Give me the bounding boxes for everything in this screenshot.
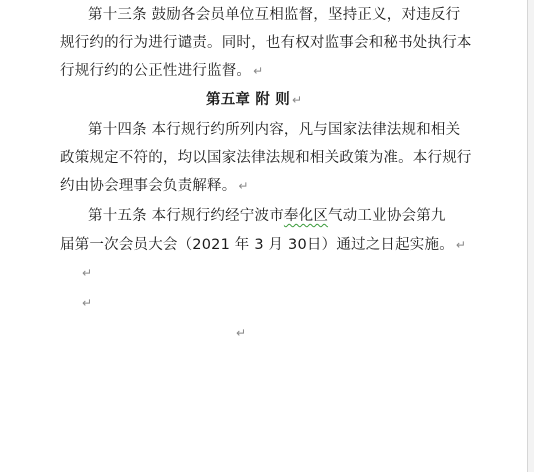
article13-line1	[88, 6, 460, 24]
chapter-heading	[206, 91, 302, 109]
paragraph-mark-icon: ↵	[253, 64, 264, 78]
paragraph-mark-icon: ↵	[236, 326, 247, 340]
article15-line1-prefix: 第十五条 本行规行约经宁波市	[88, 208, 284, 224]
article15-line1-suffix: 气动工业协会第九	[328, 208, 446, 224]
paragraph-mark-icon: ↵	[455, 238, 467, 252]
article13-line1-text: 第十三条 鼓励各会员单位互相监督，坚持正义，对违反行	[88, 7, 461, 23]
article14-line2	[60, 149, 472, 167]
chapter-heading-text: 第五章 附 则	[206, 92, 290, 108]
article13-line3-text: 行规行约的公正性进行监督。	[60, 63, 252, 79]
article14-line1	[88, 121, 460, 139]
paragraph-mark-icon: ↵	[82, 296, 93, 310]
paragraph-mark-icon: ↵	[82, 266, 93, 280]
article13-line2	[60, 34, 472, 52]
article15-line1	[88, 207, 446, 225]
article13-line3	[60, 62, 263, 80]
article14-line2-text: 政策规定不符的，均以国家法律法规和相关政策为准。本行规行	[60, 150, 472, 166]
page-edge	[527, 0, 534, 472]
article13-line2-text: 规行约的行为进行谴责。同时，也有权对监事会和秘书处执行本	[60, 35, 472, 51]
article15-line2	[60, 236, 466, 254]
article14-line1-text: 第十四条 本行规行约所列内容，凡与国家法律法规和相关	[88, 122, 461, 138]
article14-line3	[60, 177, 249, 195]
paragraph-mark-icon: ↵	[292, 93, 303, 107]
spellcheck-flagged-word: 奉化区	[283, 208, 329, 224]
article15-line2-text: 届第一次会员大会（2021 年 3 月 30日）通过之日起实施。	[60, 237, 454, 253]
paragraph-mark-icon: ↵	[238, 179, 249, 193]
article14-line3-text: 约由协会理事会负责解释。	[60, 178, 237, 194]
